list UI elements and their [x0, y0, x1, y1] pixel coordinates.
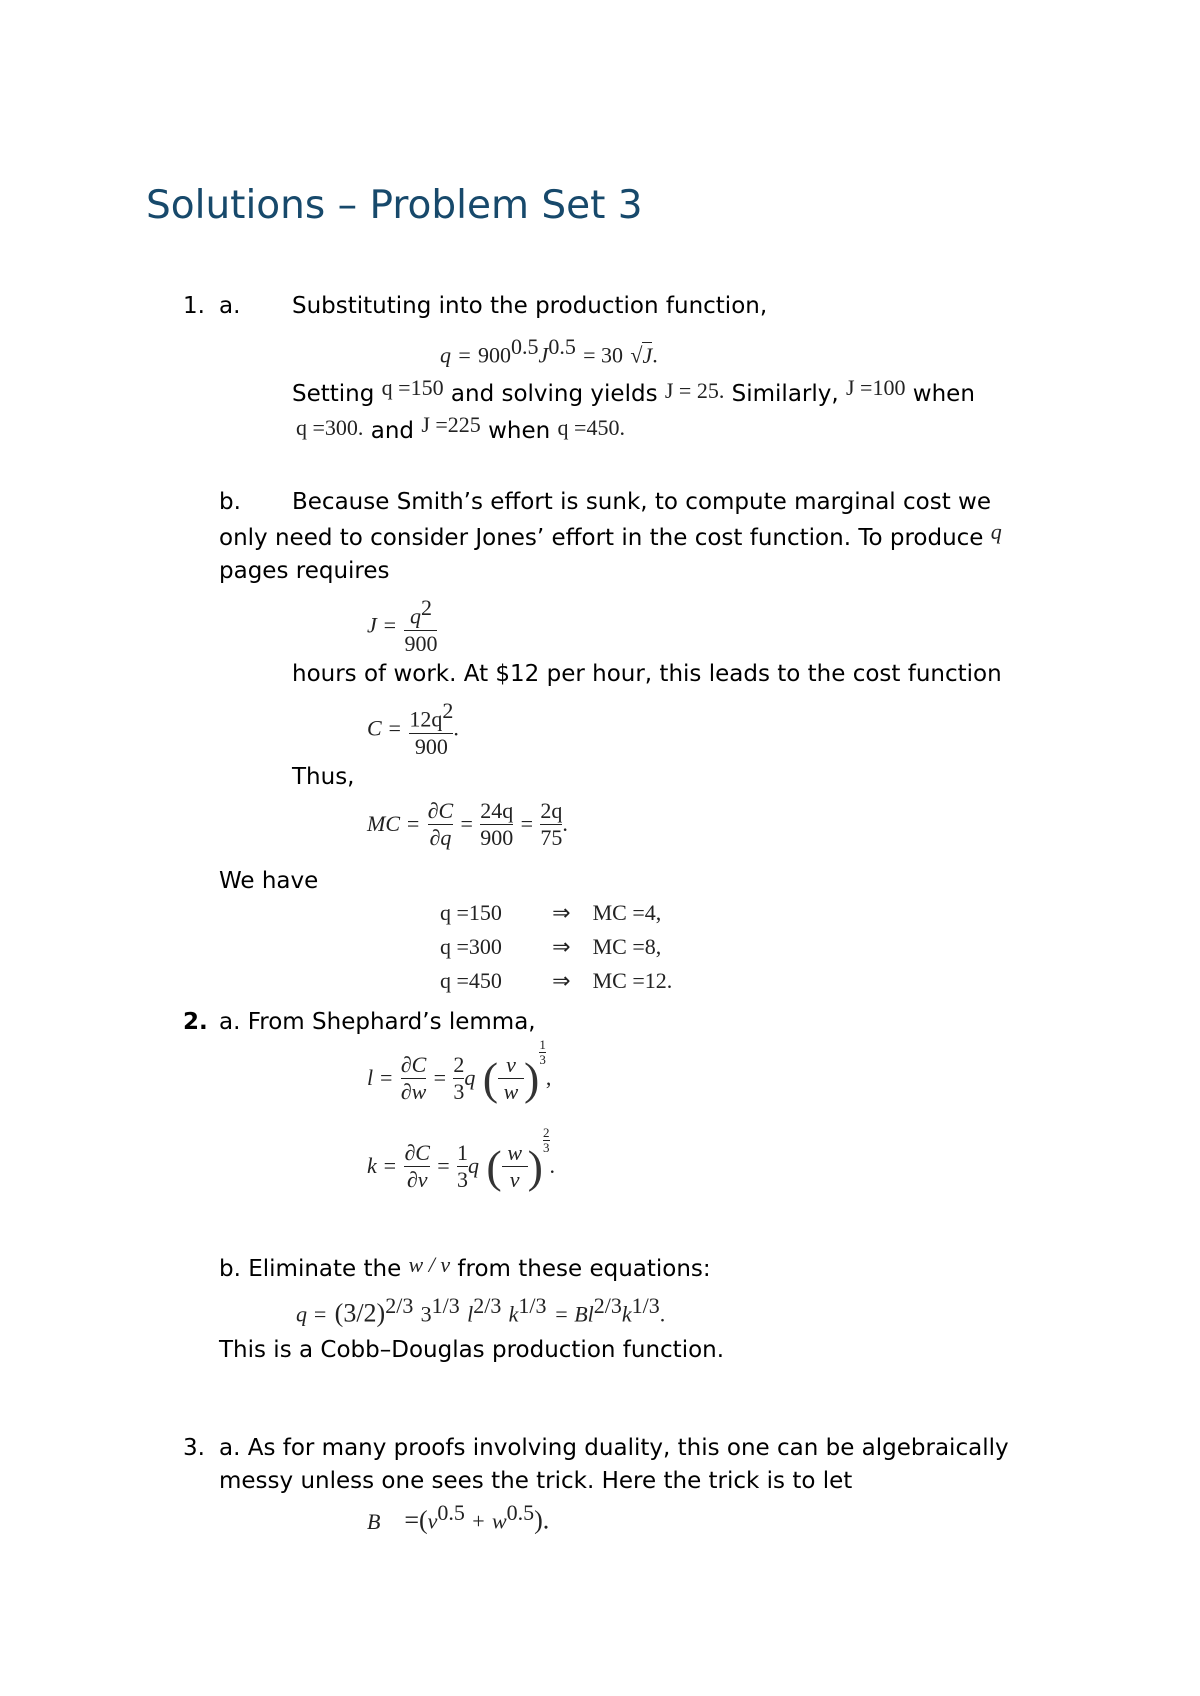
page-title: Solutions – Problem Set 3: [146, 183, 643, 228]
hours-text: hours of work. At $12 per hour, this leads to the cost function: [292, 661, 1002, 687]
problem-1b-text-1: Because Smith’s effort is sunk, to compute marginal cost we: [292, 489, 991, 515]
equation-production-function: $q = 900^{0.5}J^{0.5} = 30$ √J.: [440, 334, 658, 368]
result-row-2: q =300 ⇒ MC =8,: [440, 934, 662, 959]
sqrt-sign: √: [630, 342, 643, 368]
cobb-douglas-text: This is a Cobb–Douglas production function.: [219, 1337, 725, 1363]
problem-1a-label: a.: [219, 293, 241, 319]
equation-labor-demand: l = $\frac{\partial C}{\partial w}$ = $\frac{2}{3}$ q ( $\frac{v}{w}$ ) $\frac{1}{3}$ ,: [367, 1037, 552, 1104]
problem-3-number: 3.: [183, 1435, 205, 1461]
problem-3a-text-1: a. As for many proofs involving duality, this one can be algebraically: [219, 1435, 1009, 1461]
problem-2a-text: a. From Shephard’s lemma,: [219, 1009, 536, 1035]
thus-text: Thus,: [292, 764, 355, 790]
setting-line-2: q =300. and J =225 when q =450.: [296, 412, 625, 444]
problem-1a-text: Substituting into the production function,: [292, 293, 768, 319]
problem-1b-text-3: pages requires: [219, 558, 390, 584]
result-row-1: q =150 ⇒ MC =4,: [440, 900, 662, 925]
problem-1-number: 1.: [183, 293, 205, 319]
equation-production-cobb-douglas: $q = (3/2)^{2/3}$ $3^{1/3}$ $l^{2/3}$ $k^{1/3} = Bl^{2/3}k^{1/3}$.: [296, 1293, 666, 1328]
equation-B-definition: $B =(v^{0.5} + w^{0.5})$.: [367, 1500, 550, 1535]
problem-3a-text-2: messy unless one sees the trick. Here the trick is to let: [219, 1468, 853, 1494]
problem-1b-text-2: only need to consider Jones’ effort in the cost function. To produce q: [219, 519, 1002, 551]
we-have-text: We have: [219, 868, 319, 894]
problem-2-number: 2.: [183, 1009, 208, 1035]
equation-marginal-cost: MC = $\frac{\partial C}{\partial q}$ = $\frac{24q}{900}$ = $\frac{2q}{75}$ .: [367, 798, 568, 850]
equation-labor-requirement: J = $\frac{q^2}{900}$: [367, 595, 438, 656]
problem-2b-text: b. Eliminate the w / v from these equations:: [219, 1252, 711, 1282]
equation-capital-demand: k = $\frac{\partial C}{\partial v}$ = $\frac{1}{3}$ q ( $\frac{w}{v}$ ) $\frac{2}{3}$ .: [367, 1125, 555, 1192]
setting-line-1: Setting q =150 and solving yields J = 25. Similarly, J =100 when: [292, 375, 975, 407]
result-row-3: q =450 ⇒ MC =12.: [440, 968, 673, 993]
equation-cost-function: C = $\frac{12q^2}{900}$ .: [367, 698, 459, 759]
problem-1b-label: b.: [219, 489, 241, 515]
